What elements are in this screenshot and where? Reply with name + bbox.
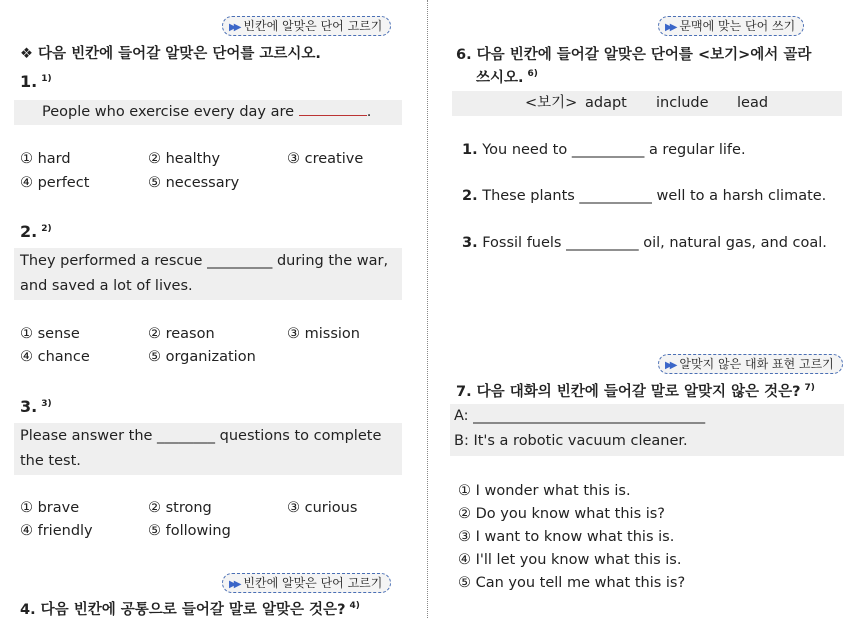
question-3-line-1: Please answer the ________ questions to complete	[20, 428, 382, 444]
q6-item-2: 2. These plants __________ well to a harsh climate.	[462, 188, 827, 204]
question-4-title: 4. 다음 빈칸에 공통으로 들어갈 말로 알맞은 것은? $^{4)}$	[20, 601, 360, 618]
q1-option-2[interactable]: ② healthy	[148, 151, 221, 167]
q3-option-5[interactable]: ⑤ following	[148, 523, 231, 539]
question-1-number: 1. $^{1)}$	[20, 72, 52, 91]
right-column	[440, 0, 851, 618]
double-arrow-icon: ▶▶	[229, 22, 239, 33]
q7-option-2[interactable]: ② Do you know what this is?	[458, 506, 666, 522]
q2-option-1[interactable]: ① sense	[20, 326, 80, 342]
question-3-line-2: the test.	[20, 453, 81, 469]
bogi-label: <보기>	[525, 95, 578, 111]
question-2-number: 2. $^{2)}$	[20, 222, 52, 241]
left-column	[0, 0, 420, 618]
q6-item-1: 1. You need to __________ a regular life.	[462, 142, 746, 158]
double-arrow-icon: ▶▶	[665, 360, 675, 371]
instruction-heading: ❖ 다음 빈칸에 들어갈 알맞은 단어를 고르시오.	[20, 46, 321, 62]
section-tag-context-word: ▶▶ 문맥에 맞는 단어 쓰기	[658, 16, 804, 36]
column-divider	[427, 0, 428, 618]
question-2-line-1: They performed a rescue _________ during the war,	[20, 253, 389, 269]
dialogue-line-a: A: ________________________________	[454, 408, 706, 424]
question-1-blank	[299, 103, 367, 116]
dialogue-line-b: B: It's a robotic vacuum cleaner.	[454, 433, 688, 449]
section-tag-inappropriate-dialogue: ▶▶ 알맞지 않은 대화 표현 고르기	[658, 354, 843, 374]
q6-item-3: 3. Fossil fuels __________ oil, natural gas, and coal.	[462, 235, 827, 251]
question-7-title: 7. 다음 대화의 빈칸에 들어갈 말로 알맞지 않은 것은? $^{7)}$	[456, 383, 815, 400]
question-2-sentence-box	[14, 248, 402, 300]
q1-option-4[interactable]: ④ perfect	[20, 175, 90, 191]
q7-option-1[interactable]: ① I wonder what this is.	[458, 483, 631, 499]
q7-option-4[interactable]: ④ I'll let you know what this is.	[458, 552, 682, 568]
question-6-title-line-1: 6. 다음 빈칸에 들어갈 알맞은 단어를 <보기>에서 골라	[456, 47, 812, 63]
q3-option-3[interactable]: ③ curious	[287, 500, 358, 516]
bogi-word-2: include	[656, 95, 709, 111]
q2-option-5[interactable]: ⑤ organization	[148, 349, 256, 365]
dialogue-box	[450, 404, 844, 456]
bogi-word-3: lead	[737, 95, 769, 111]
question-6-title-line-2: 쓰시오. $^{6)}$	[476, 69, 538, 86]
q1-option-5[interactable]: ⑤ necessary	[148, 175, 240, 191]
section-tag-blank-word-2: ▶▶ 빈칸에 알맞은 단어 고르기	[222, 573, 391, 593]
q2-option-4[interactable]: ④ chance	[20, 349, 90, 365]
section-tag-blank-word: ▶▶ 빈칸에 알맞은 단어 고르기	[222, 16, 391, 36]
q1-option-3[interactable]: ③ creative	[287, 151, 364, 167]
q3-option-1[interactable]: ① brave	[20, 500, 80, 516]
double-arrow-icon: ▶▶	[229, 579, 239, 590]
question-1-sentence: People who exercise every day are	[42, 104, 295, 120]
question-1-sentence-box: People who exercise every day are .	[14, 100, 402, 125]
bogi-word-1: adapt	[585, 95, 627, 111]
bogi-box	[452, 91, 842, 116]
question-3-number: 3. $^{3)}$	[20, 397, 52, 416]
double-arrow-icon: ▶▶	[665, 22, 675, 33]
question-2-line-2: and saved a lot of lives.	[20, 278, 193, 294]
q7-option-5[interactable]: ⑤ Can you tell me what this is?	[458, 575, 686, 591]
q3-option-4[interactable]: ④ friendly	[20, 523, 93, 539]
q2-option-3[interactable]: ③ mission	[287, 326, 360, 342]
q1-option-1[interactable]: ① hard	[20, 151, 71, 167]
q3-option-2[interactable]: ② strong	[148, 500, 212, 516]
q7-option-3[interactable]: ③ I want to know what this is.	[458, 529, 675, 545]
question-3-sentence-box	[14, 423, 402, 475]
q2-option-2[interactable]: ② reason	[148, 326, 215, 342]
